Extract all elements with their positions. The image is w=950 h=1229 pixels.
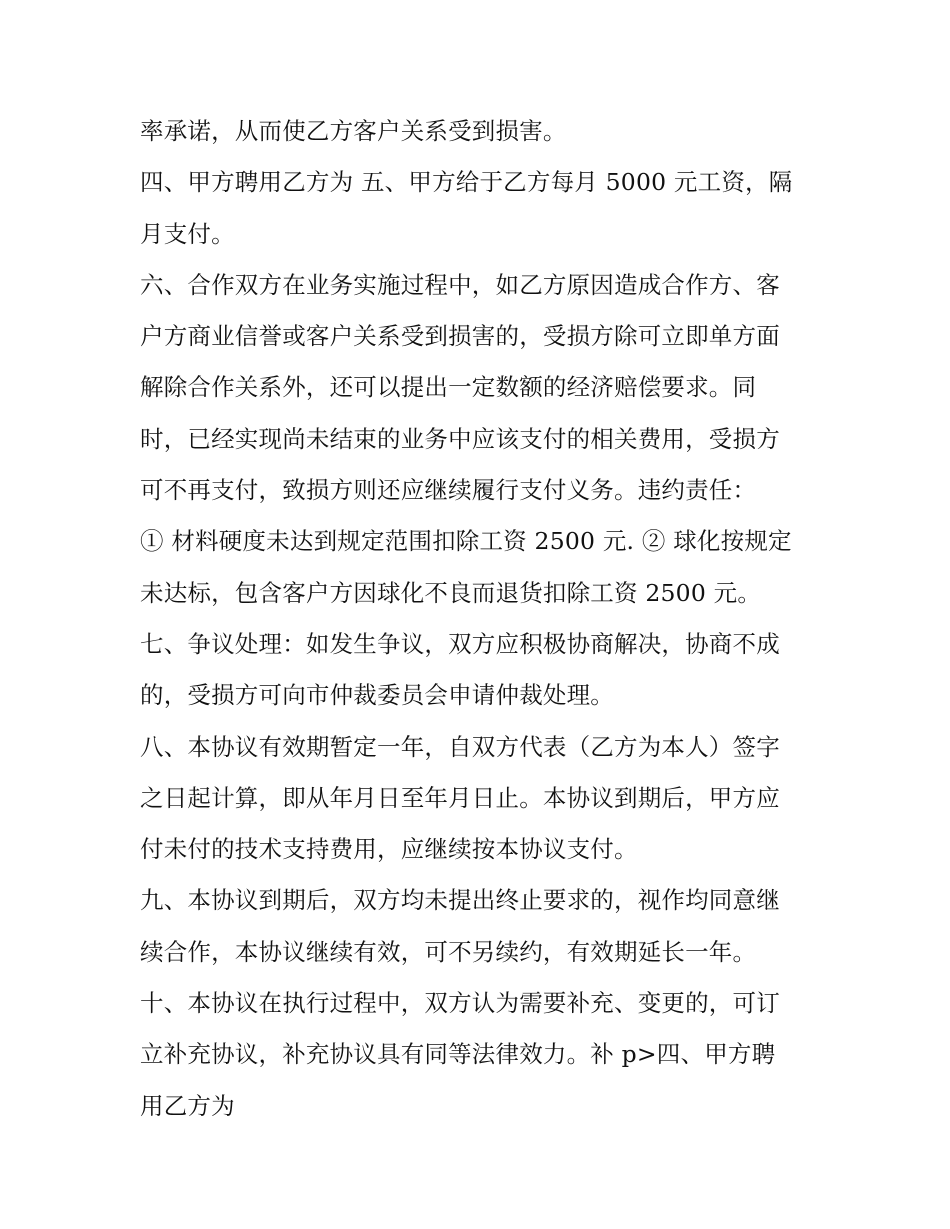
text-line: 月支付。 — [140, 219, 235, 248]
text-line: 时，已经实现尚未结束的业务中应该支付的相关费用，受损方 — [140, 424, 780, 453]
text-line: 续合作，本协议继续有效，可不另续约，有效期延长一年。 — [140, 937, 757, 966]
text-line: 用乙方为 — [140, 1091, 235, 1120]
text-line: 六、合作双方在业务实施过程中，如乙方原因造成合作方、客 — [140, 270, 780, 299]
text-line: ① 材料硬度未达到规定范围扣除工资 2500 元. ② 球化按规定 — [140, 527, 792, 556]
text-line: 四、甲方聘用乙方为 五、甲方给于乙方每月 5000 元工资，隔 — [140, 168, 793, 197]
text-line: 解除合作关系外，还可以提出一定数额的经济赔偿要求。同 — [140, 373, 757, 402]
text-line: 未达标，包含客户方因球化不良而退货扣除工资 2500 元。 — [140, 578, 762, 607]
text-line: 七、争议处理：如发生争议，双方应积极协商解决，协商不成 — [140, 629, 780, 658]
agreement-text — [140, 106, 820, 1132]
text-line: 立补充协议，补充协议具有同等法律效力。补 p>四、甲方聘 — [140, 1040, 776, 1069]
text-line: 九、本协议到期后，双方均未提出终止要求的，视作均同意继 — [140, 886, 780, 915]
text-line: 八、本协议有效期暂定一年，自双方代表（乙方为本人）签字 — [140, 732, 780, 761]
text-line: 付未付的技术支持费用，应继续按本协议支付。 — [140, 835, 638, 864]
text-line: 户方商业信誉或客户关系受到损害的，受损方除可立即单方面 — [140, 322, 780, 351]
text-line: 率承诺，从而使乙方客户关系受到损害。 — [140, 117, 567, 145]
text-line: 可不再支付，致损方则还应继续履行支付义务。违约责任： — [140, 476, 757, 505]
text-line: 的，受损方可向市仲裁委员会申请仲裁处理。 — [140, 681, 614, 710]
text-line: 之日起计算，即从年月日至年月日止。本协议到期后，甲方应 — [140, 783, 780, 812]
text-line: 十、本协议在执行过程中，双方认为需要补充、变更的，可订 — [140, 989, 780, 1018]
